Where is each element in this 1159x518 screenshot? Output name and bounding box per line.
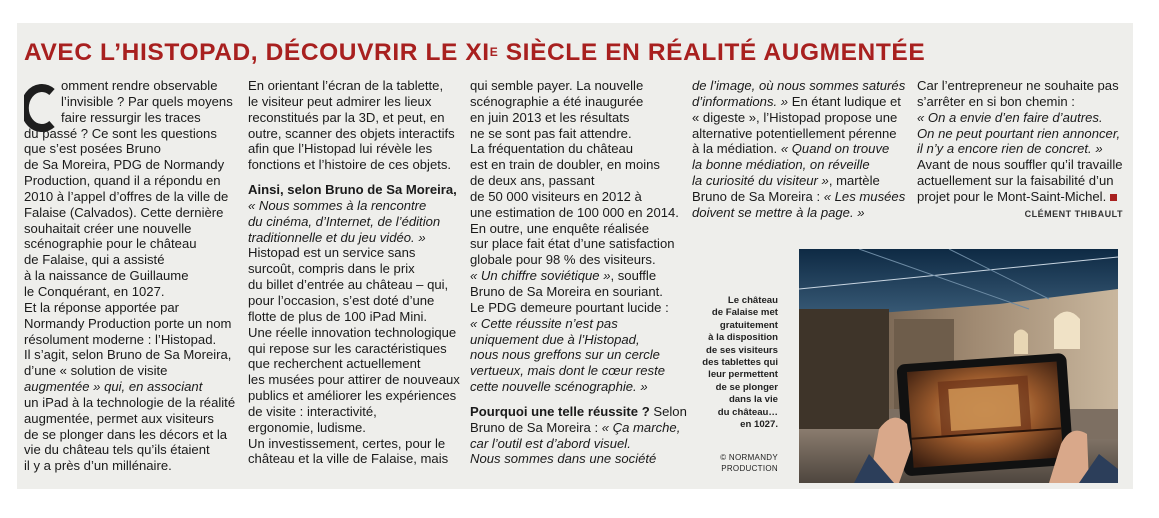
inline-quote: « Un chiffre soviétique » [470, 268, 611, 284]
caption-line: de se plonger [715, 381, 778, 393]
inline-text: à la médiation. [692, 141, 781, 157]
text-line [917, 189, 1123, 205]
text-line [470, 403, 687, 420]
text-line: faire ressurgir les traces [61, 109, 201, 125]
inline-quote: « Ça marche, [601, 419, 681, 435]
text-line: flotte de plus de 100 iPad Mini. [248, 308, 428, 324]
text-line: augmentée » qui, en associant [24, 379, 203, 395]
text-line: ne se sont pas fait attendre. [470, 125, 632, 141]
text-line: augmentée, permet aux visiteurs [24, 410, 214, 426]
quote-line: « Nous sommes à la rencontre [248, 197, 427, 213]
caption-line: des tablettes qui [702, 357, 778, 369]
quote-line: « Cette réussite n’est pas [470, 315, 618, 331]
caption-line: de ses visiteurs [706, 344, 778, 356]
quote-line: nous nous greffons sur un cercle [470, 347, 660, 363]
quote-line: « On a envie d’en faire d’autres. [917, 109, 1103, 125]
text-line [692, 141, 902, 157]
text-line: alternative potentiellement pérenne [692, 125, 897, 141]
text-line [470, 420, 680, 436]
text-line: Car l’entrepreneur ne souhaite pas [917, 78, 1119, 93]
caption-line: en 1027. [740, 419, 778, 431]
quote-line: car l’outil est d’abord visuel. [470, 435, 631, 451]
quote-line: On ne peut pourtant rien annoncer, [917, 125, 1121, 141]
text-line: une estimation de 100 000 en 2014. [470, 204, 679, 220]
inline-text: Selon [649, 403, 687, 419]
text-line: scénographie a été inaugurée [470, 93, 644, 109]
text-line: ergonomie, ludisme. [248, 419, 366, 435]
text-line: du passé ? Ce sont les questions [24, 125, 217, 141]
text-line: Histopad est un service sans [248, 245, 416, 261]
caption-line: Le château [727, 295, 778, 306]
text-line: Et la réponse apportée par [24, 299, 180, 315]
title-part-1: AVEC L’HISTOPAD, DÉCOUVRIR LE XI [24, 39, 490, 66]
text-line: globale pour 98 % des visiteurs. [470, 252, 656, 268]
credit-line: PRODUCTION [721, 464, 778, 473]
text-line: château et la ville de Falaise, mais [248, 451, 449, 467]
author-signature-line [917, 206, 1123, 221]
text-line: les musées pour attirer de nouveaux [248, 372, 460, 388]
text-line: Production, quand il a répondu en [24, 173, 221, 189]
text-line: Il s’agit, selon Bruno de Sa Moreira, [24, 347, 232, 363]
inline-quote: « Les musées [823, 188, 906, 204]
article-column-2 [248, 78, 458, 467]
article-column-4 [692, 78, 906, 221]
text-line: Avant de nous souffler qu’il travaille [917, 157, 1123, 173]
text-line: La fréquentation du château [470, 141, 634, 157]
quote-line: doivent se mettre à la page. » [692, 204, 865, 220]
text-line: surcoût, compris dans le prix [248, 261, 415, 277]
title-part-2: SIÈCLE EN RÉALITÉ AUGMENTÉE [498, 39, 926, 66]
text-line: En outre, une enquête réalisée [470, 220, 650, 236]
text-line: qui semble payer. La nouvelle [470, 78, 644, 93]
text-line: de Falaise, qui a assisté [24, 252, 165, 268]
text-line: du billet d’entrée au château – qui, [248, 277, 449, 293]
text-line: « digeste », l’Histopad propose une [692, 109, 898, 125]
inline-text: En étant ludique et [788, 93, 901, 109]
text-line: le Conquérant, en 1027. [24, 283, 165, 299]
text-line: en juin 2013 et les résultats [470, 109, 630, 125]
photo-credit [710, 452, 778, 474]
text-line: d’une « solution de visite [24, 363, 168, 379]
text-line: outre, scanner des objets interactifs [248, 125, 455, 141]
text-line: résolument moderne : l’Histopad. [24, 331, 217, 347]
text-line: Falaise (Calvados). Cette dernière [24, 204, 224, 220]
text-line: vie du château tels qu’ils étaient [24, 442, 210, 458]
text-line: 2010 à l’appel d’offres de la ville de [24, 188, 229, 204]
text-line: sur place fait état d’une satisfaction [470, 236, 675, 252]
caption-line: de Falaise met [711, 307, 778, 319]
text-line: actuellement sur la faisabilité d’un [917, 173, 1114, 189]
inline-text: Bruno de Sa Moreira : [470, 419, 602, 435]
photo-caption [700, 295, 778, 431]
article-column-3 [470, 78, 687, 467]
text-line: fonctions et l’histoire de ces objets. [248, 157, 452, 173]
quote-line: uniquement due à l’Histopad, [470, 331, 640, 347]
inline-text: Bruno de Sa Moreira : [692, 188, 824, 204]
text-line: pour l’occasion, s’est doté d’une [248, 292, 435, 308]
text-line: il y a près d’un millénaire. [24, 458, 172, 474]
end-mark-icon [1110, 194, 1117, 201]
section-lead: Pourquoi une telle réussite ? [470, 403, 650, 419]
text-line: à la naissance de Guillaume [24, 268, 189, 284]
quote-line: du cinéma, d’Internet, de l’édition [248, 213, 441, 229]
text-line: En orientant l’écran de la tablette, [248, 78, 444, 93]
text-line [692, 173, 902, 189]
quote-line: de l’image, où nous sommes saturés [692, 78, 906, 93]
quote-line: vertueux, mais dont le cœur reste [470, 363, 666, 379]
quote-line: Nous sommes dans une société [470, 451, 657, 467]
text-line: l’invisible ? Par quels moyens [61, 93, 233, 109]
text-line: Un investissement, certes, pour le [248, 435, 446, 451]
caption-line: gratuitement [719, 319, 778, 331]
text-line: le visiteur peut admirer les lieux [248, 93, 432, 109]
text-line: s’arrêter en si bon chemin : [917, 93, 1075, 109]
inline-quote: « Quand on trouve [780, 141, 890, 157]
section-lead: Ainsi, selon Bruno de Sa Moreira, [248, 182, 457, 198]
inline-text: , souffle [610, 268, 657, 284]
quote-line: la bonne médiation, on réveille [692, 157, 870, 173]
text-line [692, 188, 906, 205]
text-line: de visite : interactivité, [248, 403, 377, 419]
text-line: un iPad à la technologie de la réalité [24, 394, 236, 410]
text-line: publics et améliorer les expériences [248, 388, 457, 404]
inline-text: , martèle [828, 173, 880, 189]
quote-line: traditionnelle et du jeu vidéo. » [248, 229, 426, 245]
text-line: qui repose sur les caractéristiques [248, 340, 447, 356]
caption-line: à la disposition [708, 332, 778, 344]
text-line: de se plonger dans les décors et la [24, 426, 228, 442]
inline-text: projet pour le Mont-Saint-Michel. [917, 188, 1107, 204]
text-line: que recherchent actuellement [248, 356, 421, 372]
text-line: omment rendre observable [61, 78, 218, 93]
castle-tablet-photo [799, 249, 1118, 483]
text-line: afin que l’Histopad lui révèle les [248, 141, 433, 157]
caption-line: dans la vie [728, 394, 778, 406]
caption-line: leur permettent [708, 369, 778, 381]
text-line: Bruno de Sa Moreira en souriant. [470, 283, 663, 299]
quote-line: cette nouvelle scénographie. » [470, 379, 648, 395]
text-line [470, 268, 680, 284]
caption-line: du château… [717, 406, 778, 418]
text-line: Le PDG demeure pourtant lucide : [470, 299, 669, 315]
text-line: reconstitués par la 3D, et peut, en [248, 109, 445, 125]
text-line: souhaitait créer une nouvelle [24, 220, 192, 236]
text-line: de 50 000 visiteurs en 2012 à [470, 188, 642, 204]
article-column-1 [24, 78, 234, 474]
text-line: est en train de doubler, en moins [470, 157, 660, 173]
quote-line: il n’y a encore rien de concret. » [917, 141, 1103, 157]
author-signature: CLÉMENT THIBAULT [1024, 208, 1123, 219]
text-line: Une réelle innovation technologique [248, 324, 457, 340]
text-line [692, 94, 902, 110]
article-column-5 [917, 78, 1123, 221]
text-line: de deux ans, passant [470, 173, 595, 189]
text-line: de Sa Moreira, PDG de Normandy [24, 157, 225, 173]
article-title [24, 39, 925, 67]
title-superscript: E [489, 45, 499, 59]
credit-line: © NORMANDY [720, 453, 778, 462]
text-line: Normandy Production porte un nom [24, 315, 232, 331]
inline-quote: la curiosité du visiteur » [692, 173, 829, 189]
text-line: scénographie pour le château [24, 236, 197, 252]
text-line: que s’est posées Bruno [24, 141, 161, 157]
inline-quote: d’informations. » [692, 93, 789, 109]
